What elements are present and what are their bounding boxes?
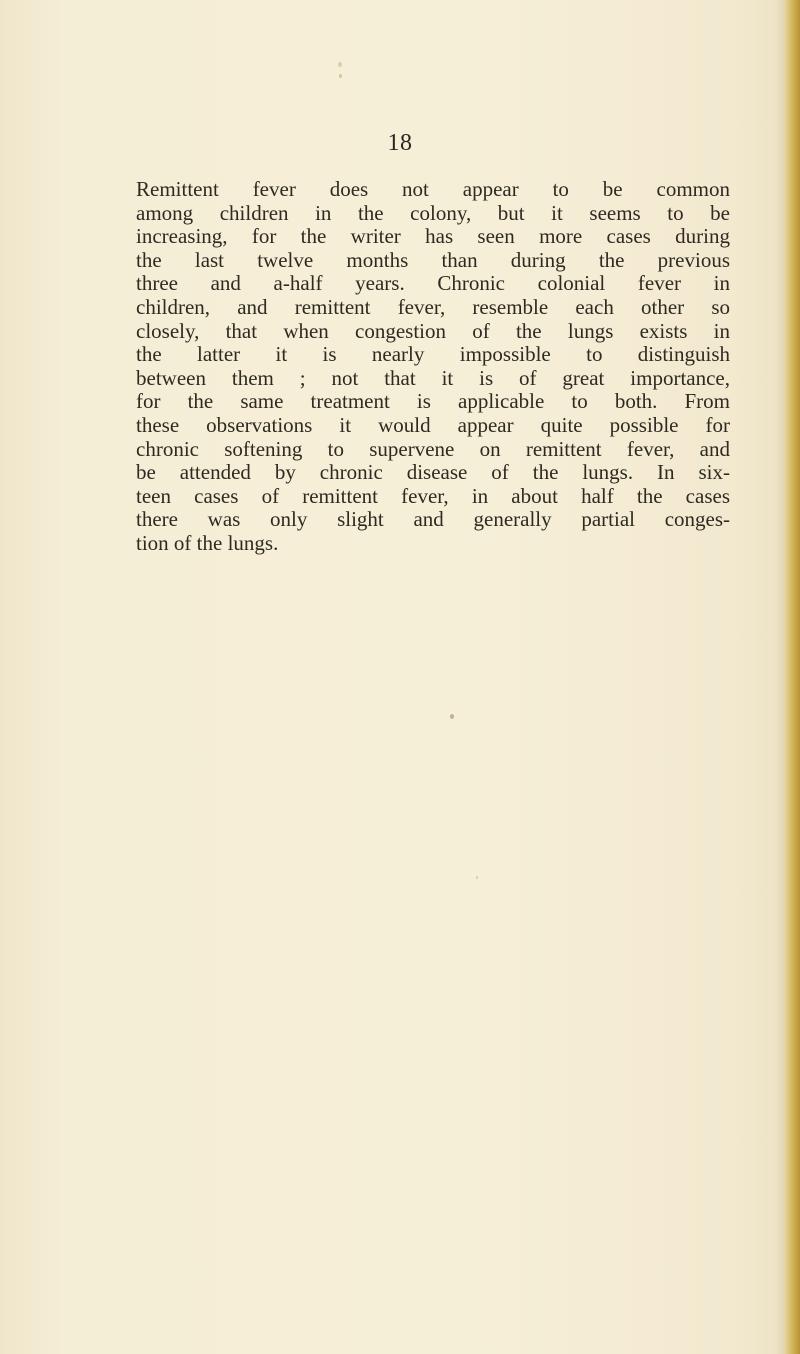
text-line: closely, that when congestion of the lungs exists in — [136, 318, 730, 343]
text-line: the last twelve months than during the previous — [136, 247, 730, 272]
text-line: for the same treatment is applicable to both. From — [136, 389, 730, 414]
text-line: increasing, for the writer has seen more cases during — [136, 224, 730, 249]
text-line: the latter it is nearly impossible to distinguish — [136, 342, 730, 367]
paper-speck — [450, 714, 454, 719]
paper-speck — [338, 62, 342, 67]
text-line: be attended by chronic disease of the lungs. In six- — [136, 460, 730, 485]
text-line: there was only slight and generally partial conges- — [136, 507, 730, 532]
text-line: children, and remittent fever, resemble each other so — [136, 294, 730, 319]
page-number: 18 — [387, 130, 413, 156]
text-line: tion of the lungs. — [136, 530, 279, 555]
page-gutter-shade — [776, 0, 784, 1354]
text-line: chronic softening to supervene on remittent fever, and — [136, 436, 730, 461]
text-line: Remittent fever does not appear to be common — [136, 177, 730, 201]
paper-speck — [476, 876, 478, 879]
paragraph — [136, 178, 730, 556]
text-line: these observations it would appear quite possible for — [136, 412, 730, 437]
text-line: among children in the colony, but it seems to be — [136, 200, 730, 225]
text-line: between them ; not that it is of great importance, — [136, 365, 730, 390]
text-line: teen cases of remittent fever, in about half the cases — [136, 483, 730, 508]
paper-speck — [339, 74, 342, 78]
page-edge — [784, 0, 800, 1354]
text-line: three and a-half years. Chronic colonial fever in — [136, 271, 730, 296]
